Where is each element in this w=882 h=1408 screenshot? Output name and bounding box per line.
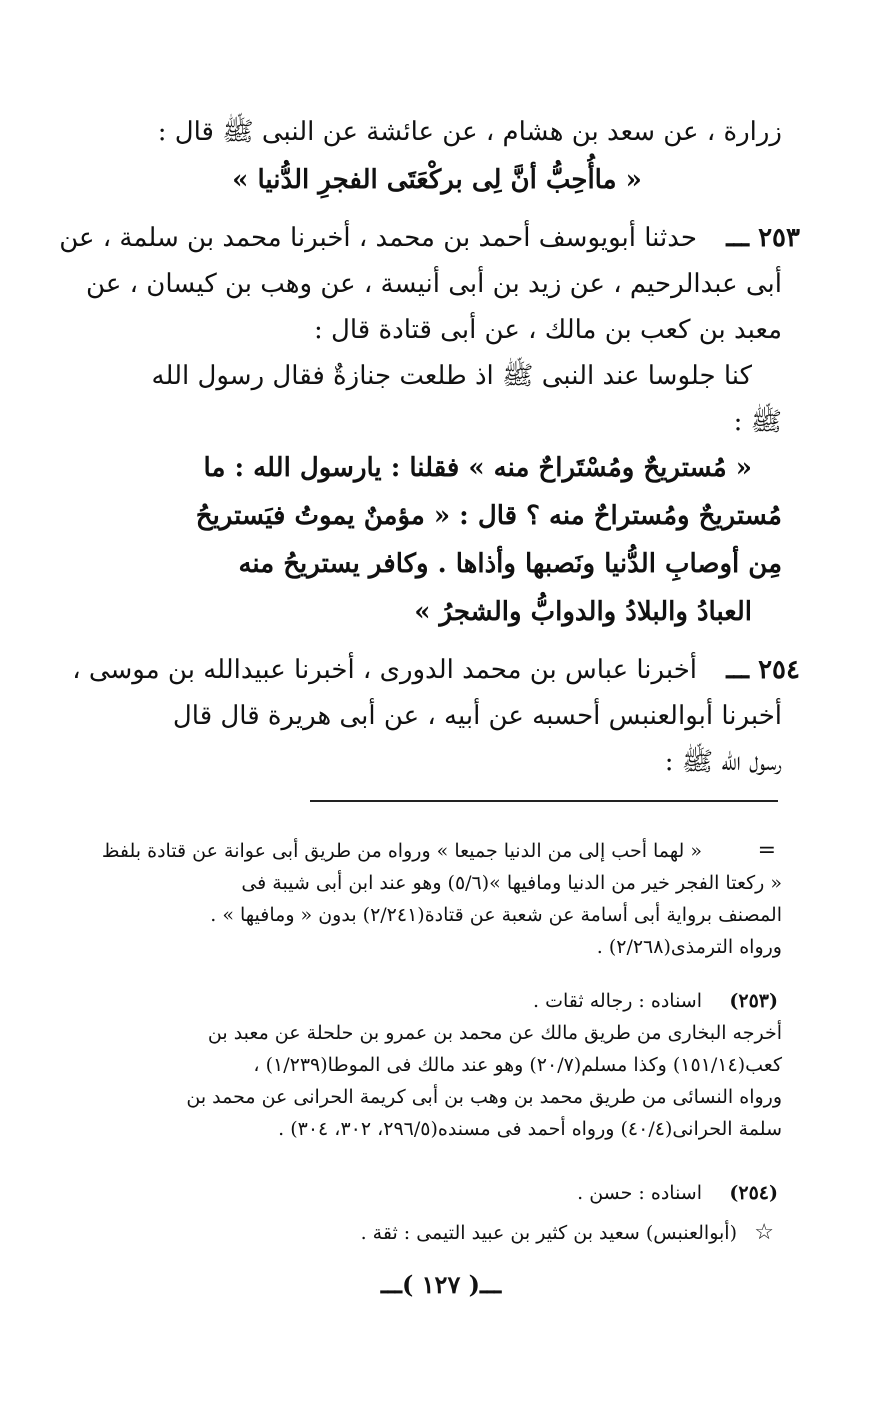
- footnote-line: (أبوالعنبس) سعيد بن كثير بن عبيد التيمى : ثقة .: [360, 1222, 737, 1244]
- footnote-line: ورواه النسائى من طريق محمد بن وهب بن أبى كريمة الحرانى عن محمد بن: [186, 1086, 782, 1108]
- text-line: حدثنا أبويوسف أحمد بن محمد ، أخبرنا محمد بن سلمة ، عن: [59, 223, 697, 253]
- hadith-quote: العبادُ والبلادُ والدوابُّ والشجرُ »: [414, 597, 752, 627]
- hadith-quote: مِن أوصابِ الدُّنيا ونَصبها وأذاها . وكافر يستريحُ منه: [238, 549, 782, 579]
- footnote-line: ورواه الترمذى(٢/٢٦٨) .: [596, 936, 782, 958]
- footnote-line: اسناده : حسن .: [577, 1182, 702, 1204]
- footnote-line: المصنف برواية أبى أسامة عن شعبة عن قتادة(٢/٢٤١) بدون « ومافيها » .: [210, 904, 782, 926]
- continuation-mark: =: [757, 838, 776, 863]
- hadith-number-253: ٢٥٣ ـــ: [726, 223, 800, 253]
- star-icon: ☆: [754, 1220, 774, 1245]
- footnote-line: أخرجه البخارى من طريق مالك عن محمد بن عمرو بن حلحلة عن معبد بن: [207, 1022, 782, 1044]
- text-line: كنا جلوسا عند النبى ﷺ اذ طلعت جنازةٌ فقال رسول الله: [151, 361, 752, 391]
- text-line: معبد بن كعب بن مالك ، عن أبى قتادة قال :: [313, 315, 782, 345]
- text-line: ﷺ :: [733, 407, 782, 437]
- text-line: أبى عبدالرحيم ، عن زيد بن أبى أنيسة ، عن وهب بن كيسان ، عن: [86, 269, 782, 299]
- footnote-line: اسناده : رجاله ثقات .: [533, 990, 702, 1012]
- page-number: ـــ( ١٢٧ )ـــ: [380, 1270, 502, 1299]
- footnote-number-253: (٢٥٣): [729, 990, 778, 1012]
- text-line: أخبرنا أبوالعنبس أحسبه عن أبيه ، عن أبى هريرة قال قال: [172, 701, 782, 731]
- footnote-divider: [310, 800, 778, 802]
- text-line: رسول الله ﷺ :: [664, 747, 782, 777]
- text-line: أخبرنا عباس بن محمد الدورى ، أخبرنا عبيدالله بن موسى ،: [72, 655, 697, 685]
- footnote-line: كعب(١٥١/١٤) وكذا مسلم(٢٠/٧) وهو عند مالك فى الموطا(١/٢٣٩) ،: [253, 1054, 782, 1076]
- hadith-quote: « مُستريحٌ ومُسْتَراحٌ منه » فقلنا : يارسول الله : ما: [203, 453, 752, 483]
- footnote-line: « لهما أحب إلى من الدنيا جميعا » ورواه من طريق أبى عوانة عن قتادة بلفظ: [101, 840, 702, 862]
- footnote-line: سلمة الحرانى(٤٠/٤) ورواه أحمد فى مسنده(٢٩٦/٥، ٣٠٢، ٣٠٤) .: [278, 1118, 782, 1140]
- hadith-quote: « ماأُحِبُّ أنَّ لِى بركْعَتَى الفجرِ الدُّنيا »: [232, 165, 642, 195]
- footnote-number-254: (٢٥٤): [729, 1182, 778, 1204]
- hadith-quote: مُستريحٌ ومُستراحٌ منه ؟ قال : « مؤمنٌ يموتُ فيَستريحُ: [195, 501, 782, 531]
- hadith-number-254: ٢٥٤ ـــ: [726, 655, 800, 685]
- text-line: زرارة ، عن سعد بن هشام ، عن عائشة عن النبى ﷺ قال :: [157, 117, 782, 147]
- footnote-line: « ركعتا الفجر خير من الدنيا ومافيها »(٥/٦) وهو عند ابن أبى شيبة فى: [241, 872, 782, 894]
